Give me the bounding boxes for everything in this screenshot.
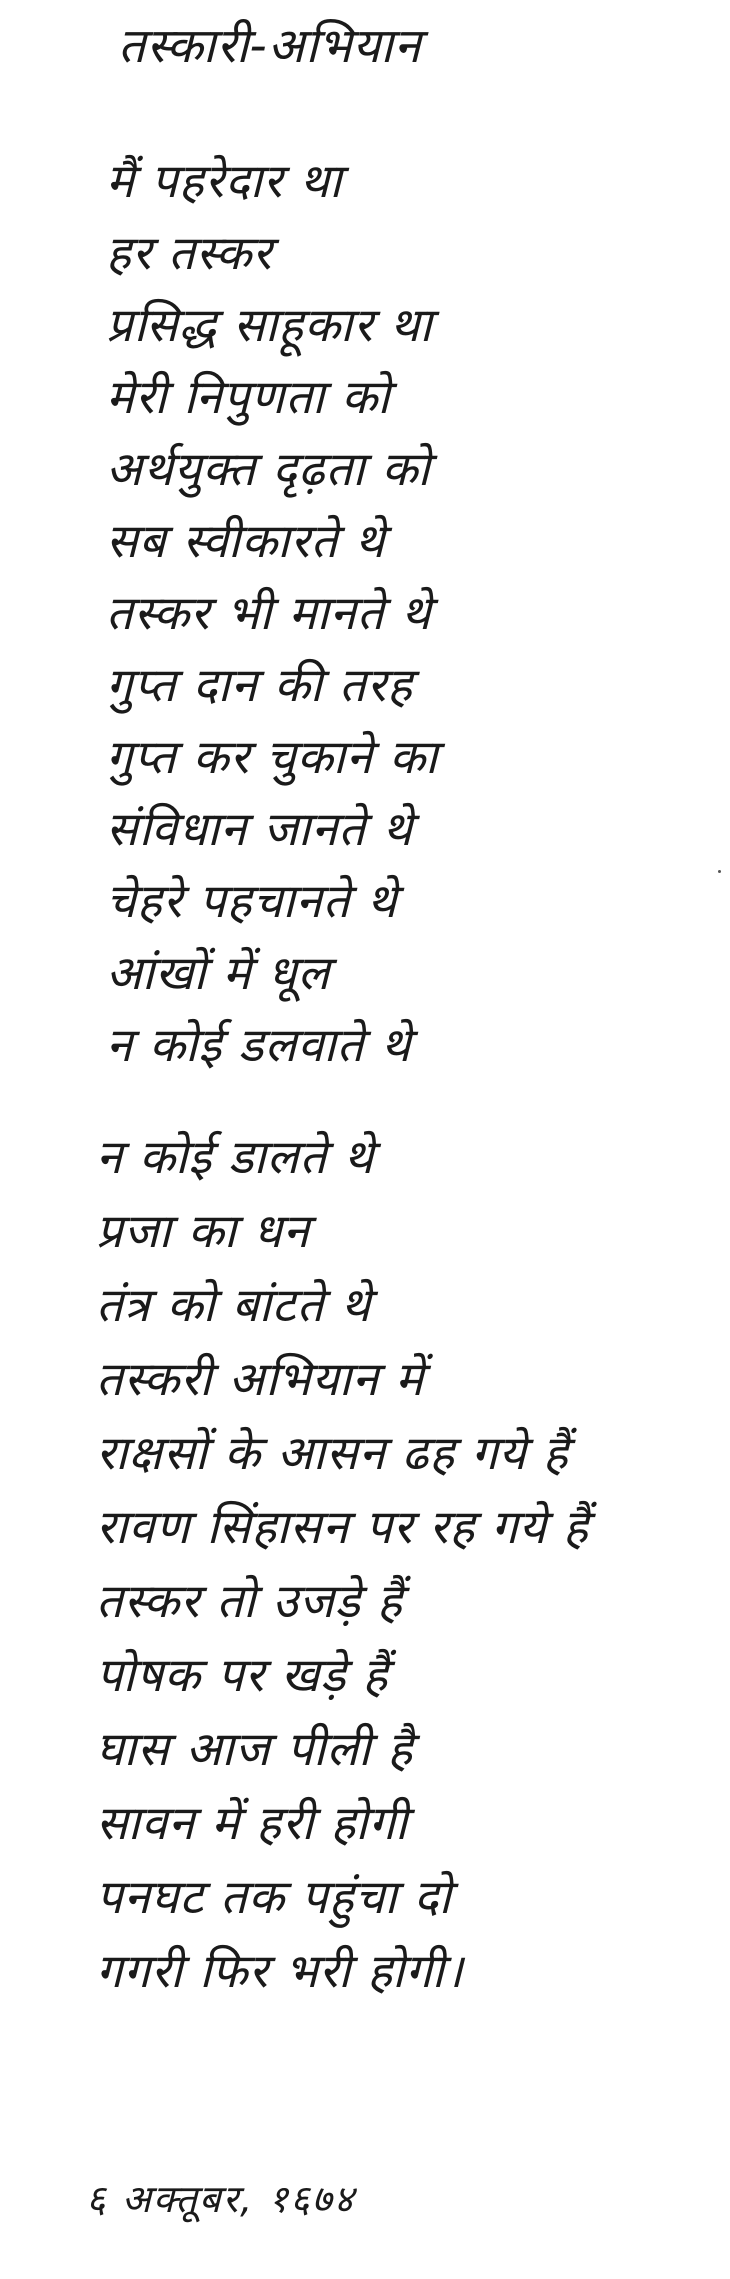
- poem-line: हर तस्कर: [106, 226, 273, 281]
- poem-line: रावण सिंहासन पर रह गये हैं: [96, 1500, 589, 1555]
- poem-line: तस्कर तो उजड़े हैं: [96, 1574, 403, 1629]
- poem-line: चेहरे पहचानते थे: [106, 874, 398, 929]
- poem-line: मैं पहरेदार था: [106, 154, 343, 209]
- poem-line: सब स्वीकारते थे: [106, 514, 386, 569]
- poem-line: गुप्त कर चुकाने का: [106, 730, 439, 785]
- poem-line: प्रजा का धन: [96, 1204, 310, 1259]
- poem-line: सावन में हरी होगी: [96, 1796, 409, 1851]
- poem-title: तस्कारी-अभियान: [118, 18, 422, 74]
- poem-line: मेरी निपुणता को: [106, 370, 391, 425]
- poem-line: तस्कर भी मानते थे: [106, 586, 432, 641]
- poem-line: आंखों में धूल: [106, 946, 331, 1001]
- poem-line: तस्करी अभियान में: [96, 1352, 425, 1407]
- poem-line: गगरी फिर भरी होगी।: [96, 1944, 464, 1999]
- poem-line: राक्षसों के आसन ढह गये हैं: [96, 1426, 569, 1481]
- poem-line: न कोई डालते थे: [96, 1130, 375, 1185]
- poem-date: ६ अक्तूबर, १६७४: [86, 2177, 356, 2221]
- poem-line: गुप्त दान की तरह: [106, 658, 414, 713]
- poem-line: तंत्र को बांटते थे: [96, 1278, 372, 1333]
- poem-line: संविधान जानते थे: [106, 802, 414, 857]
- poem-line: पनघट तक पहुंचा दो: [96, 1870, 452, 1925]
- poem-line: अर्थयुक्त दृढ़ता को: [106, 442, 431, 497]
- poem-line: घास आज पीली है: [96, 1722, 414, 1777]
- poem-line: पोषक पर खड़े हैं: [96, 1648, 389, 1703]
- poem-line: प्रसिद्ध साहूकार था: [106, 298, 433, 353]
- scan-speck: [718, 870, 721, 873]
- poem-line: न कोई डलवाते थे: [106, 1018, 412, 1073]
